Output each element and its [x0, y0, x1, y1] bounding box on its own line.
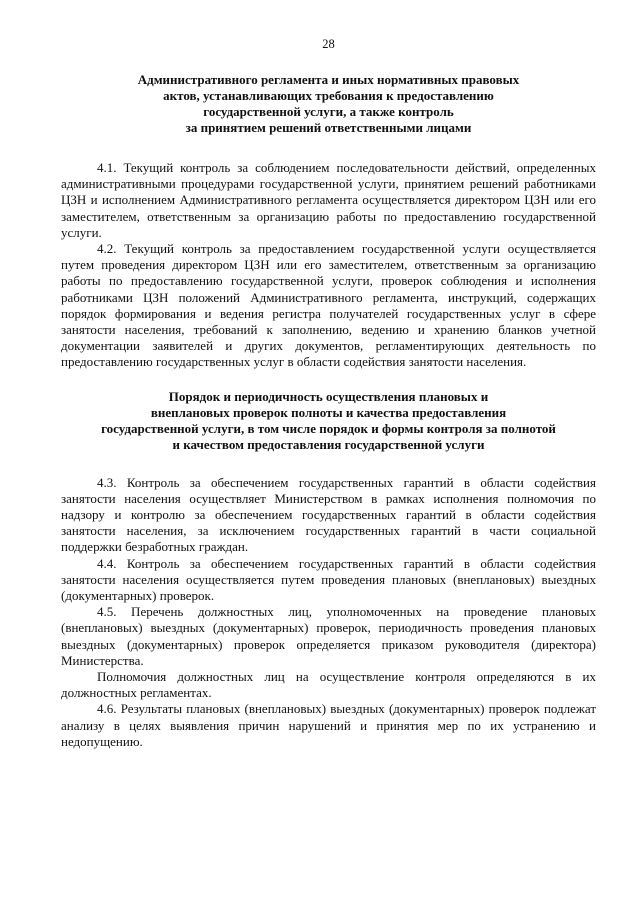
heading-line: внеплановых проверок полноты и качества предоставления — [150, 404, 507, 420]
paragraph-powers: Полномочия должностных лиц на осуществление контроля определяются в их должностных регламентах. — [61, 669, 596, 701]
paragraph-4-1: 4.1. Текущий контроль за соблюдением последовательности действий, определенных административными процедурами государственной услуги, принятием решений работниками ЦЗН и исполнением Административного регламента осуществляется директором ЦЗН или его заместителем, ответственным за организацию работы по предоставлению государственной услуги. — [61, 160, 596, 240]
paragraph-4-5: 4.5. Перечень должностных лиц, уполномоченных на проведение плановых (внеплановых) выездных (документарных) проверок, периодичность проведения плановых выездных (документарных) проверок определяется приказом руководителя (директора) Министерства. — [61, 604, 596, 668]
heading-line: государственной услуги, а также контроль — [203, 104, 454, 119]
paragraph-4-6: 4.6. Результаты плановых (внеплановых) выездных (документарных) проверок подлежат анализу в целях выявления причин нарушений и принятия мер по их устранению и недопущению. — [61, 701, 596, 749]
heading-line: за принятием решений ответственными лицами — [185, 120, 472, 135]
heading-line: государственной услуги, в том числе порядок и формы контроля за полнотой — [101, 420, 556, 436]
section-heading-control — [61, 72, 596, 136]
heading-line: актов, устанавливающих требования к предоставлению — [163, 88, 494, 103]
heading-line: Порядок и периодичность осуществления плановых и — [168, 388, 489, 404]
document-page — [61, 36, 596, 750]
heading-line: Административного регламента и иных нормативных правовых — [137, 72, 520, 87]
paragraph-4-4: 4.4. Контроль за обеспечением государственных гарантий в области содействия занятости населения осуществляется путем проведения плановых (внеплановых) выездных (документарных) проверок. — [61, 555, 596, 604]
page-number: 28 — [322, 37, 335, 51]
paragraph-4-3: 4.3. Контроль за обеспечением государственных гарантий в области содействия занятости населения осуществляет Министерством в рамках исполнения полномочия по надзору и контролю за обеспечением государственных гарантий в области содействия занятости населения, за исключением государственных гарантий в части социальной поддержки безработных граждан. — [61, 474, 596, 555]
section-heading-inspections — [61, 389, 596, 453]
heading-line: и качеством предоставления государственной услуги — [172, 436, 485, 452]
paragraph-4-2: 4.2. Текущий контроль за предоставлением государственной услуги осуществляется путем проведения директором ЦЗН или его заместителем, ответственным за организацию работы по предоставлению государственной услуги, проверок соблюдения и исполнения работниками ЦЗН положений Административного регламента, инструкций, содержащих порядок формирования и ведения регистра получателей государственных услуг в сфере занятости населения, требований к заполнению, ведению и хранению бланков учетной документации заявителей и других документов, регламентирующих деятельность по предоставлению государственных услуг в области содействия занятости населения. — [61, 241, 596, 370]
